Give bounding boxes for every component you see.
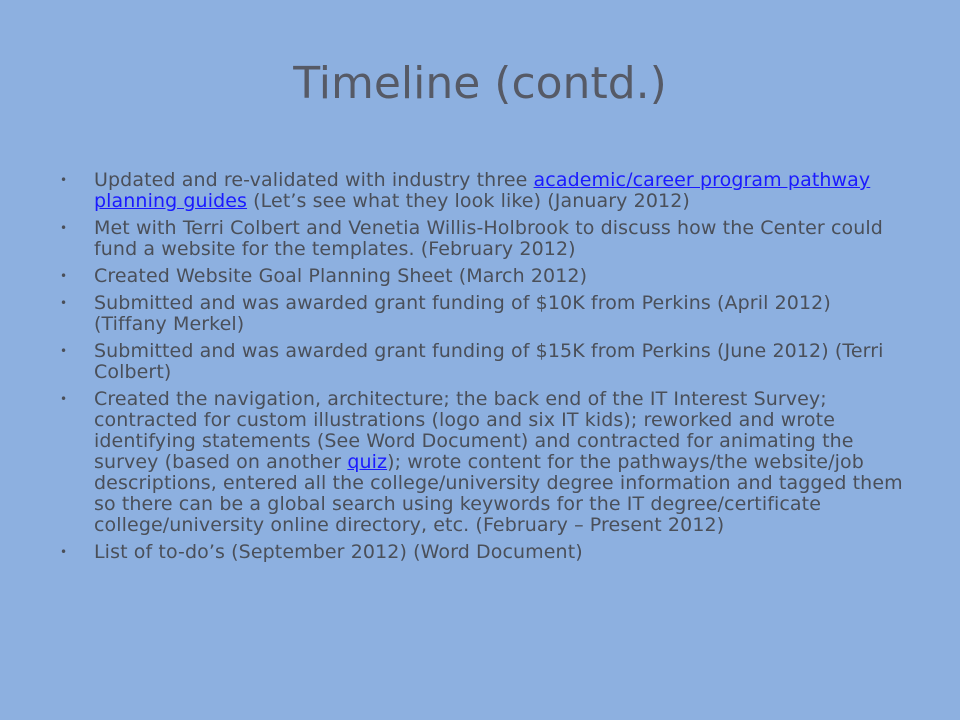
list-item [58,542,906,563]
item-text: ); wrote content for the pathways/the website/job descriptions, entered all the college/university degree information and tagged them so there can be a global search using keywords for the IT degree/certificate college/university online directory, etc. (February – Present 2012) [94,451,903,536]
item-text: Created the navigation, architecture; the back end of the IT Interest Survey; contracted for custom illustrations (logo and six IT kids); reworked and wrote identifying statements (See Word Document) and contracted for animating the survey (based on another [94,388,854,473]
item-text: List of to-do’s (September 2012) (Word Document) [94,541,583,563]
bullet-icon: • [60,545,68,559]
bullet-icon: • [60,221,68,235]
item-text: Met with Terri Colbert and Venetia Willis-Holbrook to discuss how the Center could fund a website for the templates. (February 2012) [94,217,883,260]
item-text: Submitted and was awarded grant funding of $15K from Perkins (June 2012) (Terri Colbert) [94,340,884,383]
item-text: (Let’s see what they look like) (January 2012) [247,190,690,212]
item-text: Updated and re-validated with industry three [94,169,534,191]
bullet-icon: • [60,269,68,283]
bullet-icon: • [60,392,68,406]
pathway-guides-link[interactable]: academic/career program pathway planning guides [94,169,871,212]
list-item [58,170,906,212]
bullet-icon: • [60,296,68,310]
list-item [58,341,906,383]
list-item [58,293,906,335]
bullet-icon: • [60,344,68,358]
item-text: Submitted and was awarded grant funding of $10K from Perkins (April 2012) (Tiffany Merkel) [94,292,831,335]
bullet-icon: • [60,173,68,187]
list-item [58,218,906,260]
slide-title: Timeline (contd.) [293,58,667,109]
list-item [58,266,906,287]
bullet-list [58,170,906,569]
item-text: Created Website Goal Planning Sheet (March 2012) [94,265,588,287]
quiz-link[interactable]: quiz [347,451,388,473]
list-item [58,389,906,536]
